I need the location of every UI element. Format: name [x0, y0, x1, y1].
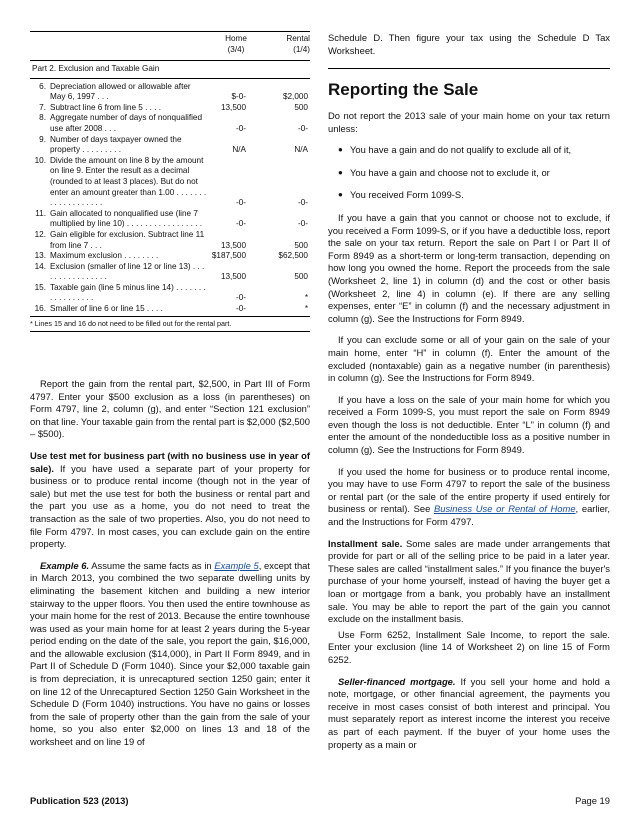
rental-value: 500: [294, 102, 308, 112]
business-use-text-b: , earlier, and the Instructions for Form 4797.: [328, 503, 610, 528]
paragraph-business-use: [328, 466, 610, 529]
line-number: 8.: [39, 113, 46, 123]
worksheet-top-rule: [30, 31, 310, 32]
line-label: Divide the amount on line 8 by the amount on line 9. Enter the result as a decimal (rounded to at least 3 places). But do not enter an amount greater than 1.00 . . . . . . . . . . . . . . . . . . .: [50, 155, 207, 208]
line-label: Subtract line 6 from line 5 . . . .: [50, 102, 162, 112]
column-rental-label: Rental: [286, 34, 310, 43]
line-label: Aggregate number of days of nonqualified use after 2008 . . .: [50, 113, 203, 133]
paragraph-gain-report: If you have a gain that you cannot or choose not to exclude, if you received a Form 1099-S, or if you have a deductible loss, report the sale on your tax return. Report the sale on Part I or Part II of Form 8949 as a short-term or long-term transaction, depending on how long you owned the home. Report the proceeds from the sale (Worksheet 2, line 1) in column (d) and the cost or other basis (Worksheet 2, line 4) in column (e). If there are any selling expenses, enter “E” in column (f) and the necessary adjustment in column (g). See the Instructions for Form 8949.: [328, 211, 610, 324]
business-use-link[interactable]: Business Use or Rental of Home: [434, 503, 576, 515]
home-value: 13,500: [220, 272, 246, 282]
rental-value: N/A: [294, 145, 308, 155]
home-value: 13,500: [220, 102, 246, 112]
home-value: -0-: [235, 198, 246, 208]
line-label: Taxable gain (line 5 minus line 14) . . . . . . . . . . . . . . . . .: [50, 282, 206, 303]
line-number: 9.: [39, 134, 46, 144]
line-number: 12.: [34, 229, 46, 239]
rental-value: $62,500: [278, 251, 308, 261]
home-value: N/A: [232, 145, 246, 155]
line-number: 7.: [39, 102, 46, 112]
example-5-link[interactable]: Example 5: [214, 559, 259, 571]
table-row: [30, 230, 310, 251]
worksheet-part-title: Part 2. Exclusion and Taxable Gain: [30, 60, 310, 79]
line-label: Gain eligible for exclusion. Subtract line 11 from line 7 . . .: [50, 229, 205, 250]
column-home-fraction: (3/4): [227, 44, 245, 54]
seller-financed-heading: Seller-financed mortgage.: [338, 675, 456, 687]
rental-value: 500: [294, 272, 308, 282]
rental-value: -0-: [297, 219, 308, 229]
worksheet-2: [30, 34, 310, 332]
rental-value: *: [304, 304, 308, 314]
paragraph-schedule-d: Schedule D. Then figure your tax using the Schedule D Tax Worksheet.: [328, 32, 610, 56]
line-label: Exclusion (smaller of line 12 or line 13) . . . . . . . . . . . . . . . .: [50, 261, 205, 282]
paragraph-intro: Do not report the 2013 sale of your main home on your tax return unless:: [328, 110, 610, 134]
table-row: [30, 304, 310, 315]
paragraph-exclude: If you can exclude some or all of your gain on the sale of your main home, enter “H” in column (f). Enter the amount of the excluded (nontaxable) gain as a negative number (in parenthesis) in column (g). See the Instructions for Form 8949.: [328, 334, 610, 384]
business-use-text-a: If you used the home for business or to produce rental income, you may have to use Form 4797 to report the sale of the business or rental part (or the sale of the entire property if used entirely for business or rental). See: [328, 465, 610, 515]
home-value: $187,500: [211, 251, 246, 261]
rental-value: -0-: [297, 198, 308, 208]
installment-sale-body: Some sales are made under arrangements that provide for part or all of the selling price to be paid in a later year. These sales are called “installment sales.” If you finance the buyer's purchase of your home yourself, instead of having the buyer get a loan or mortgage from a bank, you probably have an installment sale. You may be able to report the part of the gain you cannot exclude on the installment basis.: [328, 537, 610, 625]
line-number: 11.: [35, 208, 46, 218]
paragraph-rental-gain: Report the gain from the rental part, $2,500, in Part III of Form 4797. Enter your $500 exclusion as a loss (in parentheses) on Form 4797, line 2, column (g), and enter “Section 121 exclusion” on that line. Your taxable gain from the rental part is $2,000 ($2,500 – $500).: [30, 378, 310, 440]
home-value: -0-: [235, 123, 246, 133]
example-6-text-a: Assume the same facts as in: [89, 559, 215, 571]
paragraph-use-test: [30, 450, 310, 551]
line-label: Number of days taxpayer owned the property . . . . . . . . .: [50, 134, 182, 155]
use-test-body: If you have used a separate part of your property for business or to produce rental income (though not in the year of sale) but met the use test for both the business or rental part and the part you use as a home, you do not need to treat the transaction as the sale of two properties. Also, you do not need to file Form 4797. In most cases, you can exclude gain on the entire property.: [30, 462, 310, 550]
home-value: 13,500: [220, 240, 246, 250]
column-rental-header: [268, 34, 310, 55]
column-home-header: [208, 34, 264, 55]
column-rental-fraction: (1/4): [293, 44, 310, 54]
use-test-heading: Use test met for business part (with no business use in year of sale).: [30, 449, 310, 474]
line-number: 10.: [34, 155, 46, 165]
home-value: -0-: [235, 304, 246, 314]
line-number: 6.: [39, 81, 46, 91]
table-row: [30, 103, 310, 114]
line-number: 14.: [34, 261, 46, 271]
table-row: [30, 209, 310, 230]
rental-value: $2,000: [282, 92, 308, 102]
rental-value: -0-: [297, 123, 308, 133]
section-heading-reporting-the-sale: Reporting the Sale: [328, 80, 479, 99]
table-row: [30, 82, 310, 103]
installment-sale-heading: Installment sale.: [328, 537, 403, 549]
list-item: ● You received Form 1099-S.: [338, 189, 610, 202]
list-item: ● You have a gain and choose not to exclude it, or: [338, 167, 610, 180]
section-rule: [328, 68, 610, 69]
left-column-text: [30, 378, 310, 758]
paragraph-seller-financed: [328, 676, 610, 752]
conditions-list: [328, 144, 610, 202]
publication-label: Publication 523 (2013): [30, 795, 129, 806]
page-number: Page 19: [575, 795, 610, 806]
right-column-top-text: [328, 32, 610, 66]
paragraph-form-6252: Use Form 6252, Installment Sale Income, to report the sale. Enter your exclusion (line 14 of Worksheet 2) on line 15 of Form 6252.: [328, 628, 610, 665]
table-row: [30, 262, 310, 283]
line-label: Smaller of line 6 or line 15 . . . .: [50, 304, 163, 314]
table-row: [30, 251, 310, 262]
table-row: [30, 113, 310, 134]
line-label: Depreciation allowed or allowable after May 6, 1997 . . .: [50, 81, 191, 102]
line-number: 13.: [34, 251, 46, 261]
column-home-label: Home: [225, 34, 247, 43]
table-row: [30, 156, 310, 209]
example-6-heading: Example 6.: [40, 559, 90, 571]
home-value: -0-: [235, 293, 246, 303]
paragraph-installment-sale: [328, 538, 610, 626]
table-row: [30, 135, 310, 156]
worksheet-rows: [30, 82, 310, 315]
table-row: [30, 283, 310, 304]
paragraph-loss: If you have a loss on the sale of your main home for which you received a Form 1099-S, you must report the sale on Form 8949 even though the loss is not deductible. Enter “L” in column (f) and enter the amount of the nondeductible loss as a positive number in column (g). See the Instructions for Form 8949.: [328, 393, 610, 456]
seller-financed-body: If you sell your home and hold a note, mortgage, or other financial agreement, the payments you receive in most cases consist of both interest and principal. You must separately report as interest income the interest you receive as part of each payment. If the buyer of your home uses the property as a main or: [328, 675, 610, 750]
line-label: Maximum exclusion . . . . . . . .: [50, 251, 159, 261]
rental-value: *: [304, 293, 308, 303]
right-column-text: [328, 110, 610, 760]
list-item: ● You have a gain and do not qualify to exclude all of it,: [338, 144, 610, 157]
home-value: -0-: [235, 219, 246, 229]
worksheet-footnote: * Lines 15 and 16 do not need to be filled out for the rental part.: [30, 316, 310, 333]
example-6-text-b: , except that in March 2013, you combined the two separate dwelling units by eliminating the basement kitchen and building a new interior stairway to the upper floors. You then used the entire townhouse as your main home for the rest of 2013. Because the entire townhouse was used as your main home for at least 2 years during the 5-year period ending on the date of the sale, you report the gain, $16,000, and the allowable exclusion ($14,000), in Part II Form 8949, and in Part II of Schedule D (Form 1040). Since your $2,000 taxable gain is from depreciation, it is unrecaptured section 1250 gain; enter it on line 12 of the Unrecaptured Section 1250 Gain Worksheet in the Schedule D (Form 1040) instructions. You have no gains or losses from the sale of property other than the gain from the sale of your home, so you also enter $2,000 on lines 13 and 18 of the worksheet and on line 19 of: [30, 559, 311, 748]
line-number: 16.: [34, 304, 46, 314]
rental-value: 500: [294, 240, 308, 250]
line-number: 15.: [34, 282, 46, 292]
line-label: Gain allocated to nonqualified use (line 7 multiplied by line 10) . . . . . . . . . . . . . . . . .: [50, 208, 202, 229]
home-value: $-0-: [231, 92, 246, 102]
worksheet-column-headers: [30, 34, 310, 60]
paragraph-example-6: [30, 560, 310, 749]
